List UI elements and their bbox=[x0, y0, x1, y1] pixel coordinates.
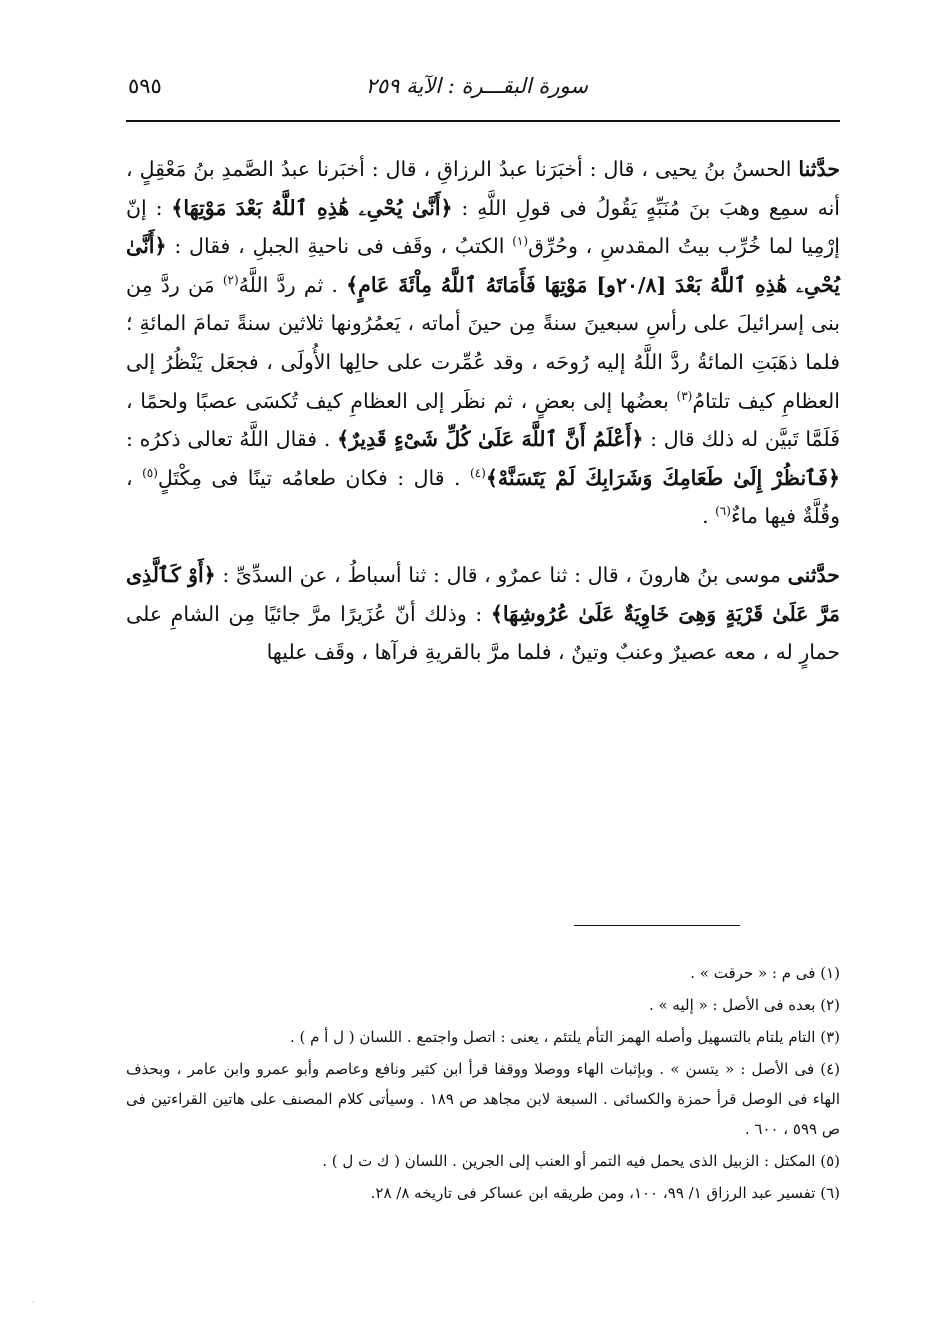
quran-verse: ﴿فَٱنظُرْ إِلَىٰ طَعَامِكَ وَشَرَابِكَ لَمْ يَتَسَنَّهْ﴾ bbox=[485, 465, 840, 490]
footnote: (٣) التام يلتام بالتسهيل وأصله الهمز التأم يلتئم ، يعنى : اتصل واجتمع . اللسان ( ل أ م ) . bbox=[289, 1028, 840, 1046]
footnote-reference: (٤) bbox=[470, 465, 486, 480]
body-text: بعضُها إلى بعضٍ ، ثم نظَر إلى العظامِ كيف تُكسَى عصبًا ولحمًا ، فَلَمَّا تَبيَّن له ذلك قال : bbox=[126, 388, 840, 452]
body-text: الكتبُ ، وقَف فى ناحيةِ الجبلِ ، فقال : bbox=[166, 234, 513, 259]
footnote: (٥) المكتل : الزبيل الذى يحمل فيه التمر أو العنب إلى الجرين . اللسان ( ك ت ل ) . bbox=[322, 1152, 840, 1170]
quran-verse: ﴿أَنَّىٰ يُحْىِۦ هَٰذِهِ ٱللَّهُ بَعْدَ [٢٠/٨و] مَوْتِهَا فَأَمَاتَهُ ٱللَّهُ مِاْئَةَ عَامٍ﴾ bbox=[126, 234, 840, 297]
footnotes-list bbox=[126, 958, 840, 1210]
paragraph-lead: حدَّثنا bbox=[798, 157, 840, 181]
body-text: : إنّ إرْمِيا لما خُرِّب بيتُ المقدسِ ، وحُرِّق bbox=[126, 195, 840, 259]
footnote: (٦) تفسير عبد الرزاق ١/ ٩٩، ١٠٠، ومن طريقه ابن عساكر فى تاريخه ٨/ ٢٨. bbox=[370, 1184, 840, 1202]
body-text: . فقال اللَّهُ تعالى ذكرُه : bbox=[126, 427, 338, 452]
footnote-reference: (١) bbox=[512, 234, 529, 249]
body-text: . bbox=[702, 504, 716, 529]
paragraph-lead: حدَّثنى bbox=[787, 562, 840, 587]
page-header bbox=[126, 74, 840, 114]
paragraph bbox=[126, 556, 840, 672]
footnote: (٤) فى الأصل : « يتسن » . وبإثبات الهاء ووصلا ووقفا قرأ ابن كثير ونافع وعاصم وأبو عمرو وابن عامر ، وبحذف الهاء فى الوصل قرأ حمزة والكسائى . السبعة لابن مجاهد ص ١٨٩ . وسيأتى كلام المصنف على هاتين القراءتين فى ص ٥٩٩ ، ٦٠٠ . bbox=[126, 1060, 840, 1138]
page-number: ٥٩٥ bbox=[128, 74, 162, 98]
footnote-rule bbox=[574, 925, 740, 926]
body-text: مَن ردَّ مِن بنى إسرائيلَ على رأسِ سبعينَ سنةً مِن حينَ أماته ، يَعمُرُونها ثلاثين سنةً تمامَ المائةِ ؛ فلما ذهَبَتِ المائةُ ردَّ اللَّهُ إليه رُوحَه ، وقد عُمِّرت على حالِها الأُولَى ، فجعَل يَنْظُرُ إلى العظامِ كيف تلتامُ bbox=[126, 272, 840, 413]
body-text: موسى بنُ هارونَ ، قال : ثنا عمرٌو ، قال : ثنا أسباطُ ، عن السدِّىِّ : bbox=[215, 562, 788, 587]
footnote-reference: (٢) bbox=[222, 272, 239, 287]
footnote: (٢) بعده فى الأصل : « إليه » . bbox=[648, 996, 840, 1014]
quran-verse: ﴿أَوْ كَٱلَّذِى مَرَّ عَلَىٰ قَرْيَةٍ وَهِىَ خَاوِيَةٌ عَلَىٰ عُرُوشِهَا﴾ bbox=[126, 562, 840, 626]
quran-verse: ﴿أَنَّىٰ يُحْىِۦ هَٰذِهِ ٱللَّهُ بَعْدَ مَوْتِهَا﴾ bbox=[171, 195, 453, 220]
body-text: . ثم ردَّ اللَّهُ bbox=[238, 272, 347, 297]
footnote-reference: (٥) bbox=[142, 465, 158, 480]
footnote-reference: (٦) bbox=[715, 504, 731, 519]
paragraph bbox=[126, 150, 840, 536]
quran-verse: ﴿أَعْلَمُ أَنَّ ٱللَّهَ عَلَىٰ كُلِّ شَىْءٍ قَدِيرٌ﴾ bbox=[337, 427, 644, 452]
main-text bbox=[126, 150, 840, 692]
footnote: (١) فى م : « حرقت » . bbox=[690, 964, 840, 982]
header-rule bbox=[126, 120, 840, 122]
body-text: : وذلك أنّ عُزَيرًا مرَّ جائيًا مِن الشامِ على حمارٍ له ، معه عصيرٌ وعنبٌ وتينٌ ، فلما مرَّ بالقريةِ فرآها ، وقَف عليها bbox=[126, 601, 840, 665]
body-text: الحسنُ بنُ يحيى ، قال : أخبَرَنا عبدُ الرزاقِ ، قال : أخبَرنا عبدُ الصَّمدِ بنُ مَعْقِلٍ ، أنه سمِع وهبَ بنَ مُنَبِّهٍ يَقُولُ فى قولِ اللَّهِ : bbox=[126, 157, 840, 220]
running-title: سورة البقـــرة : الآية ٢٥٩ bbox=[365, 74, 588, 98]
body-text: . قال : فكان طعامُه تينًا فى مِكْتَلٍ bbox=[157, 465, 471, 490]
body-text: ، وقُلَّةٌ فيها ماءٌ bbox=[126, 465, 840, 529]
footnote-reference: (٣) bbox=[676, 388, 693, 403]
scan-mark: · bbox=[32, 1298, 35, 1307]
